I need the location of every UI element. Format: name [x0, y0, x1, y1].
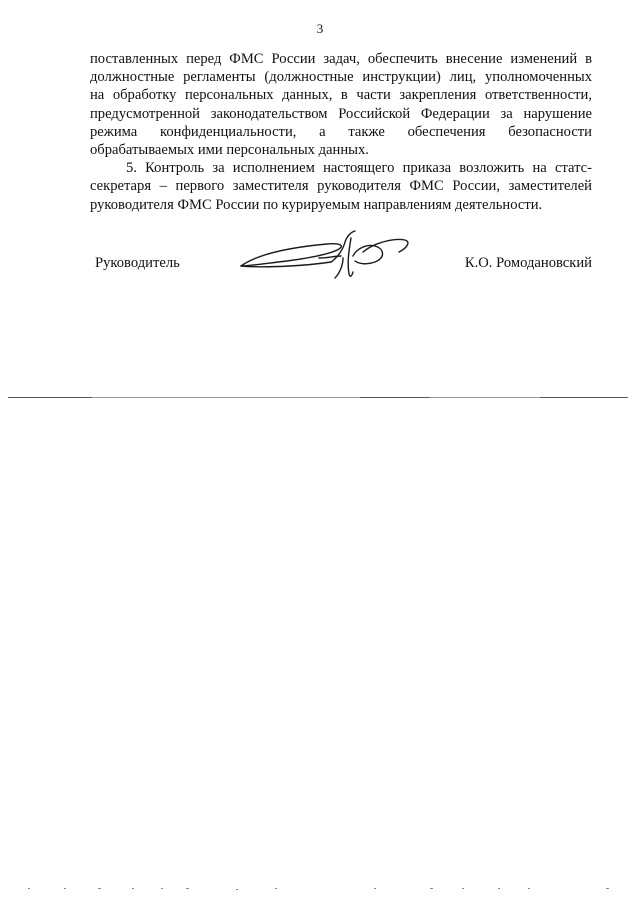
paragraph-item-5	[90, 159, 592, 214]
body-text	[90, 50, 592, 214]
paragraph-continuation	[90, 50, 592, 159]
text-line: обрабатываемых ими персональных данных.	[90, 142, 369, 159]
divider-dark-segment	[8, 397, 92, 398]
position-title: Руководитель	[95, 255, 180, 271]
page-divider-line	[8, 397, 628, 398]
text-line: 5. Контроль за исполнением настоящего приказа возложить на статс-	[126, 160, 592, 177]
signer-name: К.О. Ромодановский	[464, 255, 592, 271]
text-line: режима конфиденциальности, а также обеспечения безопасности	[90, 123, 592, 140]
text-line: должностные регламенты (должностные инструкции) лиц, уполномоченных	[90, 69, 592, 86]
divider-dark-segment	[360, 397, 430, 398]
divider-dark-segment	[540, 397, 628, 398]
text-line: предусмотренной законодательством Российской Федерации за нарушение	[90, 105, 592, 122]
text-line: секретаря – первого заместителя руководителя ФМС России, заместителей	[90, 178, 592, 195]
text-line: руководителя ФМС России по курируемым направлениям деятельности.	[90, 196, 543, 213]
page-number: 3	[316, 21, 324, 36]
handwritten-signature	[235, 228, 415, 284]
signature-block	[90, 228, 592, 284]
scan-artifact-dots	[0, 886, 640, 892]
text-line: на обработку персональных данных, в части закрепления ответственности,	[90, 87, 592, 104]
text-line: поставленных перед ФМС России задач, обеспечить внесение изменений в	[90, 51, 592, 67]
